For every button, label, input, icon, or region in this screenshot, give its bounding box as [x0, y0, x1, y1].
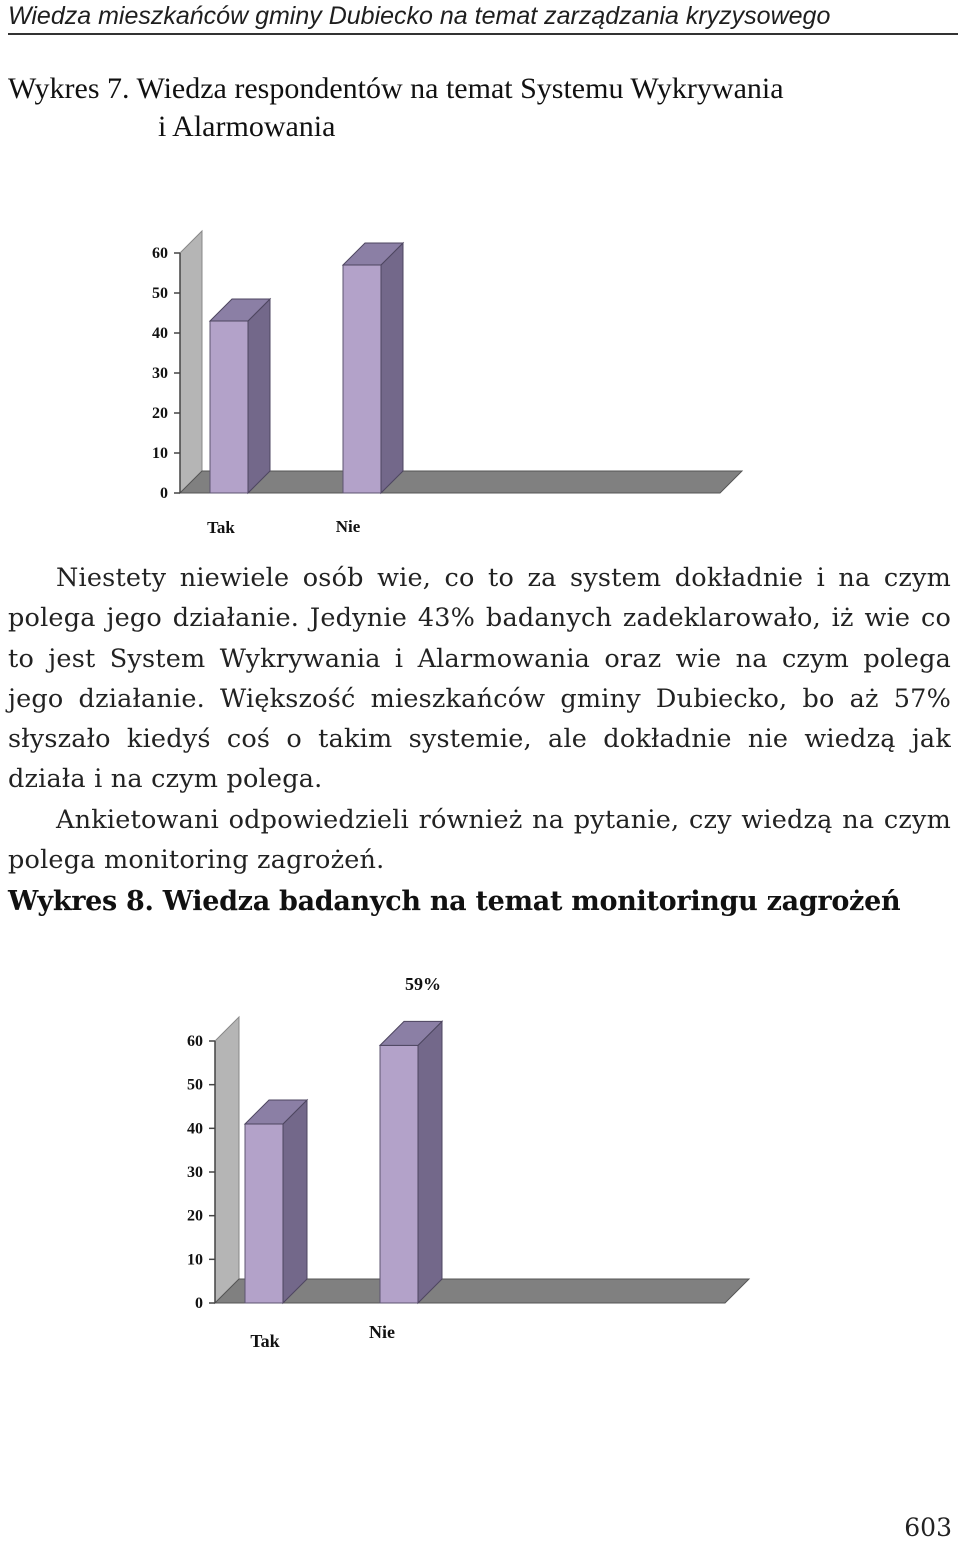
- chart8-data-label: 59%: [405, 974, 441, 994]
- chart8-category-label: Tak: [250, 1331, 280, 1351]
- chart8-y-tick-label: 40: [187, 1120, 203, 1138]
- chart8-y-tick-label: 60: [187, 1033, 203, 1050]
- chart7-y-tick-label: 0: [160, 485, 168, 502]
- chart8-category-label: Nie: [369, 1322, 395, 1342]
- running-header: [8, 0, 958, 35]
- chart7-bar-side: [248, 299, 270, 493]
- chart8-y-tick-label: 30: [187, 1164, 203, 1181]
- chart8-bar-side: [283, 1100, 307, 1303]
- chart8-y-tick-label: 0: [195, 1295, 203, 1312]
- chart8-bar-front: [380, 1045, 418, 1303]
- body-text: [8, 558, 951, 880]
- figure7-caption-text-2: i Alarmowania: [158, 110, 336, 143]
- figure7-caption-line2: [158, 108, 335, 146]
- chart8-y-tick-label: 20: [187, 1207, 203, 1225]
- chart7-bar-front: [343, 265, 381, 493]
- chart8-wall: [215, 1017, 239, 1303]
- chart8-bar-front: [245, 1124, 283, 1303]
- paragraph-2: Ankietowani odpowiedzieli również na pytanie, czy wiedzą na czym polega monitoring zagrożeń.: [8, 804, 951, 876]
- chart7-y-tick-label: 30: [152, 365, 168, 382]
- paragraph-1: Niestety niewiele osób wie, co to za system dokładnie i na czym polega jego działanie. Jedynie 43% badanych zadeklarowało, iż wie co to jest System Wykrywania i Alarmowania oraz wie na czym polega jego działanie. Większość mieszkańców gminy Dubiecko, bo aż 57% słyszało kiedyś coś o takim systemie, ale dokładnie nie wiedzą jak działa i na czym polega.: [8, 563, 951, 795]
- chart7-y-tick-label: 40: [152, 325, 168, 342]
- chart7-y-tick-label: 10: [152, 445, 168, 462]
- chart8-bar-side: [418, 1021, 442, 1303]
- chart7-y-tick-label: 20: [152, 405, 168, 422]
- chart7-bar-side: [381, 243, 403, 493]
- figure8-caption: [8, 886, 900, 917]
- running-title: Wiedza mieszkańców gminy Dubiecko na temat zarządzania kryzysowego: [8, 2, 831, 30]
- chart7-category-label: Nie: [335, 517, 361, 536]
- figure8-caption-text: Wykres 8. Wiedza badanych na temat monitoringu zagrożeń: [8, 886, 901, 917]
- chart7-category-label: Tak: [207, 518, 235, 537]
- page-number: 603: [904, 1513, 952, 1542]
- figure7-caption-line1: [8, 70, 784, 108]
- chart-figure8: [145, 960, 805, 1360]
- figure7-caption-text: Wykres 7. Wiedza respondentów na temat Systemu Wykrywania: [8, 72, 784, 105]
- chart8-y-tick-label: 10: [187, 1251, 203, 1269]
- chart-figure7: [110, 225, 770, 545]
- chart8-y-tick-label: 50: [187, 1076, 203, 1094]
- chart7-y-tick-label: 60: [152, 245, 168, 262]
- chart7-wall: [180, 231, 202, 493]
- chart7-bar-front: [210, 321, 248, 493]
- chart7-y-tick-label: 50: [152, 285, 168, 302]
